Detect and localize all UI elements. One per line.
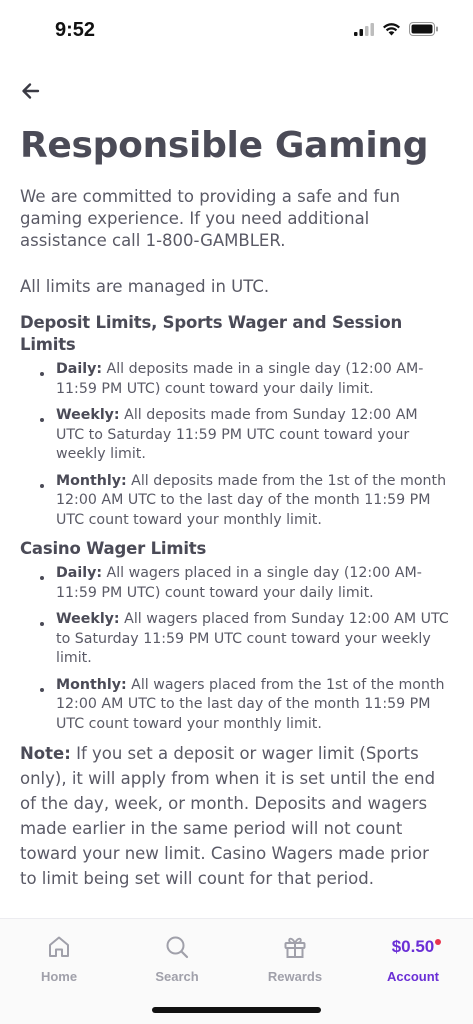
tab-search-label: Search	[155, 969, 199, 984]
notification-dot	[435, 939, 441, 945]
intro-text: We are committed to providing a safe and fun gaming experience. If you need additional assistance call 1-800-GAMBLER.	[20, 187, 401, 250]
home-indicator	[152, 1007, 321, 1013]
limit-text: All deposits made from the 1st of the month 12:00 AM UTC to the last day of the month 11:59 PM UTC count toward your monthly limit.	[56, 472, 447, 528]
back-arrow-icon	[18, 78, 44, 104]
wifi-icon	[382, 22, 401, 36]
list-item	[36, 472, 450, 531]
deposit-limits-list	[20, 360, 450, 530]
signal-icon	[354, 23, 374, 36]
limit-text: All wagers placed from the 1st of the month 12:00 AM UTC to the last day of the month 11:59 PM UTC count toward your monthly limit.	[56, 676, 445, 732]
note-term: Note:	[20, 744, 71, 763]
list-item	[36, 676, 450, 735]
list-item	[36, 360, 450, 399]
content	[20, 124, 450, 891]
utc-note: All limits are managed in UTC.	[20, 277, 270, 296]
back-button[interactable]	[18, 78, 44, 104]
limit-text: All deposits made from Sunday 12:00 AM UTC to Saturday 11:59 PM UTC count toward your weekly limit.	[56, 407, 418, 462]
limit-term: Monthly:	[56, 676, 127, 693]
tab-home-label: Home	[40, 969, 78, 984]
limit-term: Daily:	[56, 565, 102, 581]
list-item	[36, 610, 450, 669]
tab-home[interactable]	[9, 931, 109, 984]
tab-account[interactable]	[363, 931, 463, 984]
page-title: Responsible Gaming	[20, 125, 429, 166]
note-text	[20, 741, 450, 891]
limit-text: All wagers placed in a single day (12:00 AM-11:59 PM UTC) count toward your daily limit.	[56, 565, 422, 601]
tab-rewards-label: Rewards	[267, 969, 323, 984]
battery-icon	[409, 22, 439, 36]
casino-limits-heading: Casino Wager Limits	[20, 539, 207, 558]
casino-limits-list	[20, 564, 450, 734]
home-icon	[46, 934, 72, 960]
status-time: 9:52	[55, 19, 96, 41]
limit-term: Weekly:	[56, 407, 120, 423]
list-item	[36, 564, 450, 603]
tab-rewards[interactable]	[245, 931, 345, 984]
note-body: If you set a deposit or wager limit (Sports only), it will apply from when it is set until the end of the day, week, or month. Deposits and wagers made earlier in the same period will not count toward your new limit. Casino Wagers made prior to limit being set will count for that period.	[20, 744, 436, 888]
list-item	[36, 406, 450, 465]
tab-account-label: Account	[387, 969, 439, 984]
status-icons	[354, 22, 439, 36]
limit-term: Monthly:	[56, 472, 127, 489]
limit-term: Weekly:	[56, 611, 120, 627]
search-icon	[164, 934, 190, 960]
status-bar	[0, 0, 473, 62]
balance-value: $0.50	[391, 937, 435, 956]
limit-term: Daily:	[56, 361, 102, 377]
gift-icon	[282, 934, 308, 960]
account-balance	[392, 937, 435, 957]
limit-text: All deposits made in a single day (12:00 AM-11:59 PM UTC) count toward your daily limit.	[56, 361, 424, 397]
limit-text: All wagers placed from Sunday 12:00 AM UTC to Saturday 11:59 PM UTC count toward your weekly limit.	[56, 611, 449, 666]
tab-search[interactable]	[127, 931, 227, 984]
deposit-limits-heading: Deposit Limits, Sports Wager and Session Limits	[20, 313, 403, 354]
